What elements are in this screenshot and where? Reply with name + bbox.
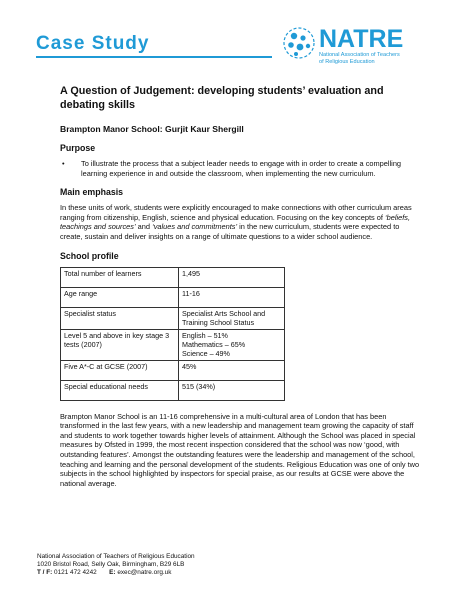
school-description-paragraph: Brampton Manor School is an 11-16 comprehensive in a multi-cultural area of London that has been transformed in the last few years, with a new leadership and management team growing the capacity of staff and students to work together towards higher levels of attainment. Although the School was placed in special measures by Ofsted in 1999, the most recent inspection considered that the school was now ‘good, with outstanding features’. Amongst the outstanding features were the leadership and management of the school, teaching and learning and the personal development of the students. Religious Education was one of only two subjects in the school highlighted by inspectors for special praise, as our results at GCSE were above the national average. <box>60 411 420 488</box>
table-row <box>61 287 285 307</box>
table-row <box>61 329 285 360</box>
footer-email: exec@natre.org.uk <box>117 569 172 577</box>
table-cell-value: Specialist Arts School and Training School Status <box>179 307 285 329</box>
table-cell-label: Specialist status <box>61 307 179 329</box>
table-row <box>61 307 285 329</box>
table-cell-label: Level 5 and above in key stage 3 tests (2007) <box>61 329 179 360</box>
main-emphasis-heading: Main emphasis <box>60 187 124 198</box>
school-profile-table <box>60 267 285 401</box>
table-cell-value: 11-16 <box>179 287 285 307</box>
page-footer <box>37 553 195 578</box>
purpose-text: To illustrate the process that a subject leader needs to engage with in order to create a compelling learning experience in and outside the classroom, when implementing the new curriculum. <box>81 159 402 178</box>
table-cell-value: 515 (34%) <box>179 380 285 400</box>
table-cell-label: Total number of learners <box>61 267 179 287</box>
heading-rule <box>36 56 272 58</box>
main-emphasis-paragraph: In these units of work, students were explicitly encouraged to make connections with other curriculum areas ranging from citizenship, English, science and physical education. Focusing on the key concepts of ‘beliefs, teachings and sources’ and ‘values and commitments’ in the new curriculum, students were expected to create, sustain and deliver insights on a range of ultimate questions to a wider school audience. <box>60 203 412 241</box>
purpose-bullet <box>60 159 420 178</box>
document-title: A Question of Judgement: developing students’ evaluation and debating skills <box>60 85 384 111</box>
table-cell-value: English – 51% Mathematics – 65% Science – 49% <box>179 329 285 360</box>
logo-subtitle: National Association of Teachers of Religious Education <box>319 52 400 65</box>
footer-org-name: National Association of Teachers of Religious Education <box>37 553 195 560</box>
school-author-line: Brampton Manor School: Gurjit Kaur Shergill <box>60 124 244 134</box>
table-row <box>61 360 285 380</box>
table-cell-label: Age range <box>61 287 179 307</box>
natre-swirl-icon <box>282 26 316 60</box>
bullet-icon: • <box>62 159 65 168</box>
footer-address: 1020 Bristol Road, Selly Oak, Birmingham, B29 6LB <box>37 561 185 569</box>
table-cell-value: 45% <box>179 360 285 380</box>
natre-logo <box>282 24 432 70</box>
logo-wordmark: NATRE <box>319 25 404 53</box>
table-row <box>61 380 285 400</box>
case-study-heading: Case Study <box>36 33 150 54</box>
table-cell-label: Five A*-C at GCSE (2007) <box>61 360 179 380</box>
school-profile-heading: School profile <box>60 250 119 261</box>
table-cell-label: Special educational needs <box>61 380 179 400</box>
footer-contact: T / F: 0121 472 4242 E: exec@natre.org.uk <box>37 569 172 577</box>
table-row <box>61 267 285 287</box>
document-body <box>60 84 420 497</box>
table-cell-value: 1,495 <box>179 267 285 287</box>
purpose-heading: Purpose <box>60 143 96 153</box>
